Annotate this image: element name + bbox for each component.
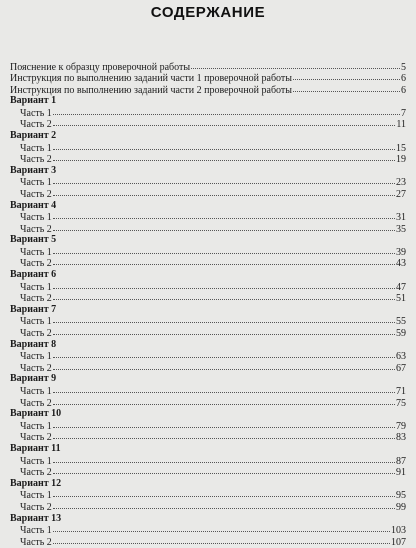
variant-title: Вариант 13 [10, 512, 62, 524]
toc-entry-part[interactable] [10, 397, 406, 409]
variant-title: Вариант 6 [10, 269, 57, 281]
toc-page-number: 99 [396, 501, 406, 513]
leader-dots [53, 349, 395, 358]
leader-dots [53, 280, 395, 289]
leader-dots [53, 256, 395, 265]
toc-entry-label: Часть 2 [20, 501, 52, 513]
toc-page-number: 5 [401, 62, 406, 73]
toc-entry-label: Часть 1 [20, 351, 52, 363]
toc-entry-label: Часть 2 [20, 188, 52, 200]
toc-page-number: 107 [391, 536, 406, 548]
toc-page-number: 55 [396, 316, 406, 328]
toc-entry-label: Часть 1 [20, 177, 52, 189]
toc-page-number: 6 [401, 84, 406, 96]
toc-entry-part[interactable] [10, 188, 406, 200]
toc-entry-label: Часть 2 [20, 293, 52, 305]
toc-entry-label: Часть 1 [20, 525, 52, 537]
toc-page-number: 27 [396, 188, 406, 200]
variant-list [10, 95, 406, 547]
toc-entry-label: Часть 1 [20, 420, 52, 432]
toc-entry-label: Часть 2 [20, 397, 52, 409]
toc-page-number: 15 [396, 142, 406, 154]
leader-dots [53, 175, 395, 184]
leader-dots [53, 210, 395, 219]
variant-title: Вариант 8 [10, 338, 57, 350]
toc-page-number: 31 [396, 212, 406, 224]
toc-page-number: 103 [391, 525, 406, 537]
toc-entry-part[interactable] [10, 501, 406, 513]
leader-dots [53, 106, 400, 115]
toc-page-number: 11 [396, 119, 406, 131]
toc-page-number: 87 [396, 455, 406, 467]
toc-entry-label: Часть 1 [20, 316, 52, 328]
leader-dots [53, 314, 395, 323]
leader-dots [53, 141, 395, 150]
leader-dots [53, 488, 395, 497]
toc-entry-label: Инструкция по выполнению заданий части 1 проверочной работы [10, 73, 293, 85]
toc-page-number: 47 [396, 281, 406, 293]
leader-dots [53, 535, 390, 544]
toc-entry-part[interactable] [10, 292, 406, 304]
leader-dots [293, 71, 400, 80]
toc-page-number: 43 [396, 258, 406, 270]
toc-page-number: 23 [396, 177, 406, 189]
leader-dots [53, 384, 395, 393]
leader-dots [53, 465, 395, 474]
toc-page-number: 91 [396, 467, 406, 479]
toc-page-number: 67 [396, 362, 406, 374]
leader-dots [53, 523, 390, 532]
toc-entry-label: Часть 1 [20, 281, 52, 293]
leader-dots [53, 500, 395, 509]
variant-title: Вариант 1 [10, 95, 57, 107]
leader-dots [53, 117, 396, 126]
toc-page-number: 95 [396, 490, 406, 502]
leader-dots [53, 419, 395, 428]
variant-title: Вариант 7 [10, 303, 57, 315]
leader-dots [53, 291, 395, 300]
table-of-contents [10, 61, 406, 547]
variant-title: Вариант 5 [10, 234, 57, 246]
toc-entry-label: Часть 1 [20, 490, 52, 502]
variant-title: Вариант 9 [10, 373, 57, 385]
leader-dots [53, 187, 395, 196]
toc-entry-label: Часть 2 [20, 467, 52, 479]
toc-page-number: 75 [396, 397, 406, 409]
toc-entry-part[interactable] [10, 362, 406, 374]
toc-entry-part[interactable] [10, 536, 406, 548]
toc-entry-label: Часть 2 [20, 362, 52, 374]
page-title: СОДЕРЖАНИЕ [150, 4, 266, 21]
toc-entry-label: Часть 2 [20, 119, 52, 131]
variant-title: Вариант 12 [10, 477, 62, 489]
toc-entry-instruction-part2[interactable] [10, 84, 406, 95]
toc-entry-label: Часть 2 [20, 536, 52, 548]
toc-page-number: 63 [396, 351, 406, 363]
toc-entry-label: Часть 2 [20, 154, 52, 166]
toc-entry-part[interactable] [10, 257, 406, 269]
toc-page-number: 79 [396, 420, 406, 432]
toc-entry-part[interactable] [10, 431, 406, 443]
toc-entry-label: Часть 1 [20, 386, 52, 398]
variant-title: Вариант 4 [10, 199, 57, 211]
toc-entry-part[interactable] [10, 466, 406, 478]
toc-entry-label: Часть 2 [20, 258, 52, 270]
toc-entry-label: Часть 1 [20, 107, 52, 119]
toc-entry-label: Часть 1 [20, 246, 52, 258]
leader-dots [53, 396, 395, 405]
toc-page-number: 7 [401, 107, 406, 119]
toc-entry-label: Часть 1 [20, 142, 52, 154]
leader-dots [53, 430, 395, 439]
toc-entry-label: Пояснение к образцу проверочной работы [10, 62, 191, 73]
leader-dots [53, 326, 395, 335]
toc-page-number: 19 [396, 154, 406, 166]
toc-entry-part[interactable] [10, 118, 406, 130]
toc-entry-label: Часть 2 [20, 432, 52, 444]
leader-dots [53, 222, 395, 231]
toc-entry-label: Часть 1 [20, 455, 52, 467]
toc-entry-label: Часть 1 [20, 212, 52, 224]
toc-entry-label: Инструкция по выполнению заданий части 2 проверочной работы [10, 84, 293, 96]
toc-entry-part[interactable] [10, 153, 406, 165]
leader-dots [53, 245, 395, 254]
leader-dots [53, 361, 395, 370]
variant-title: Вариант 3 [10, 164, 57, 176]
toc-page-number: 39 [396, 246, 406, 258]
toc-page-number: 71 [396, 386, 406, 398]
variant-title: Вариант 10 [10, 408, 62, 420]
leader-dots [191, 60, 400, 69]
toc-entry-label: Часть 2 [20, 223, 52, 235]
leader-dots [53, 454, 395, 463]
toc-entry-part[interactable] [10, 327, 406, 339]
variant-title: Вариант 2 [10, 129, 57, 141]
variant-title: Вариант 11 [10, 442, 61, 454]
toc-page-number: 59 [396, 328, 406, 340]
toc-page-number: 6 [401, 73, 406, 85]
toc-entry-part[interactable] [10, 223, 406, 235]
toc-page-number: 83 [396, 432, 406, 444]
toc-page-number: 51 [396, 293, 406, 305]
toc-page-number: 35 [396, 223, 406, 235]
toc-entry-label: Часть 2 [20, 328, 52, 340]
leader-dots [293, 83, 400, 92]
leader-dots [53, 152, 395, 161]
